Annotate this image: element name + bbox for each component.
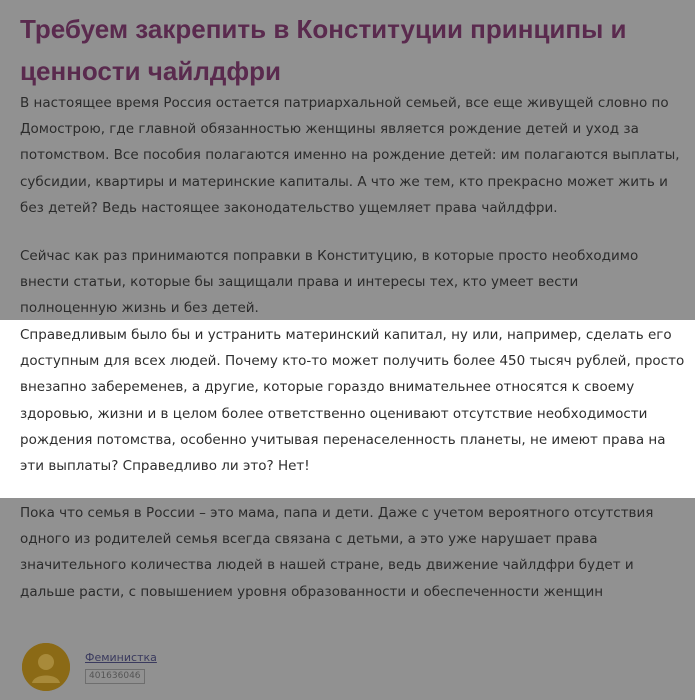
- paragraph-3-highlighted: Справедливым было бы и устранить материнский капитал, ну или, например, сделать его доступным для всех людей. Почему кто-то может получить более 450 тысяч рублей, просто внезапно забеременев, а другие, которые гораздо внимательнее относятся к своему здоровью, жизни и в целом более ответственно оценивают отсутствие необходимости рождения потомства, особенно учитывая перенаселенность планеты, не имеют права на эти выплаты? Справедливо ли это? Нет!: [20, 327, 685, 475]
- author-id-badge: 401636046: [85, 669, 145, 684]
- user-avatar-icon[interactable]: [22, 643, 70, 691]
- author-name-link[interactable]: Феминистка: [85, 651, 157, 664]
- author-block: [22, 643, 322, 693]
- article-title: Требуем закрепить в Конституции принципы и ценности чайлдфри: [20, 14, 627, 86]
- paragraph-1: В настоящее время Россия остается патриархальной семьей, все еще живущей словно по Домострою, где главной обязанностью женщины является рождение детей и уход за потомством. Все пособия полагаются именно на рождение детей: им полагаются выплаты, субсидии, квартиры и материнские капиталы. А что же тем, кто прекрасно может жить и без детей? Ведь настоящее законодательство ущемляет права чайлдфри.: [20, 95, 680, 216]
- paragraph-2: Сейчас как раз принимаются поправки в Конституцию, в которые просто необходимо внести статьи, которые бы защищали права и интересы тех, кто умеет вести полноценную жизнь и без детей.: [20, 248, 639, 317]
- paragraph-4: Пока что семья в России – это мама, папа и дети. Даже с учетом вероятного отсутствия одного из родителей семья всегда связана с детьми, а это уже нарушает права значительного количества людей в нашей стране, ведь движение чайлдфри будет и дальше расти, с повышением уровня образованности и обеспеченности женщин: [20, 505, 654, 600]
